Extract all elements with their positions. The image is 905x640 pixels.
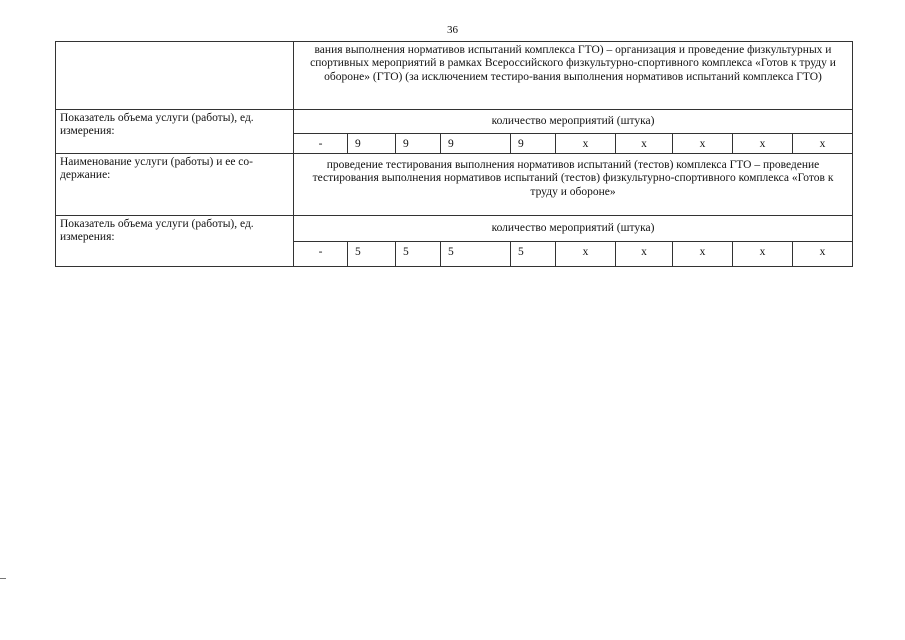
page-number: 36: [447, 24, 458, 36]
volume-indicator-label-2: Показатель объема услуги (работы), ед. измерения:: [55, 215, 293, 267]
volume-indicator-label: Показатель объема услуги (работы), ед. измерения:: [55, 109, 293, 153]
value-cell: 9: [510, 133, 555, 153]
services-table: [55, 41, 853, 267]
value-cell: 5: [395, 241, 440, 267]
value-cell: х: [732, 241, 792, 267]
value-cell: х: [555, 133, 615, 153]
value-cell: 5: [510, 241, 555, 267]
value-cell: -: [293, 241, 347, 267]
value-cell: х: [792, 241, 853, 267]
value-cell: 5: [347, 241, 395, 267]
value-cell: 9: [347, 133, 395, 153]
value-cell: х: [732, 133, 792, 153]
value-cell: 9: [395, 133, 440, 153]
value-cell: х: [555, 241, 615, 267]
margin-mark: [0, 578, 6, 579]
volume-unit-cell: количество мероприятий (штука): [293, 109, 853, 133]
value-cell: х: [672, 133, 732, 153]
value-cell: -: [293, 133, 347, 153]
value-cell: х: [615, 133, 672, 153]
empty-label-cell: [55, 41, 293, 109]
volume-unit-cell-2: количество мероприятий (штука): [293, 215, 853, 241]
activity-description-cell: вания выполнения нормативов испытаний комплекса ГТО) – организация и проведение физкультурных и спортивных мероприятий в рамках Всероссийского физкультурно-спортивного комплекса «Готов к труду и обороне» (ГТО) (за исключением тестиро-вания выполнения нормативов испытаний комплекса ГТО): [293, 41, 853, 109]
service-description-cell: проведение тестирования выполнения нормативов испытаний (тестов) комплекса ГТО – проведение тестирования выполнения нормативов испытаний (тестов) физкультурно-спортивного комплекса «Готов к труду и обороне»: [293, 153, 853, 215]
value-cell: х: [615, 241, 672, 267]
value-cell: 9: [440, 133, 510, 153]
value-cell: х: [672, 241, 732, 267]
value-cell: х: [792, 133, 853, 153]
value-cell: 5: [440, 241, 510, 267]
service-name-label: Наименование услуги (работы) и ее со-держание:: [55, 153, 293, 215]
